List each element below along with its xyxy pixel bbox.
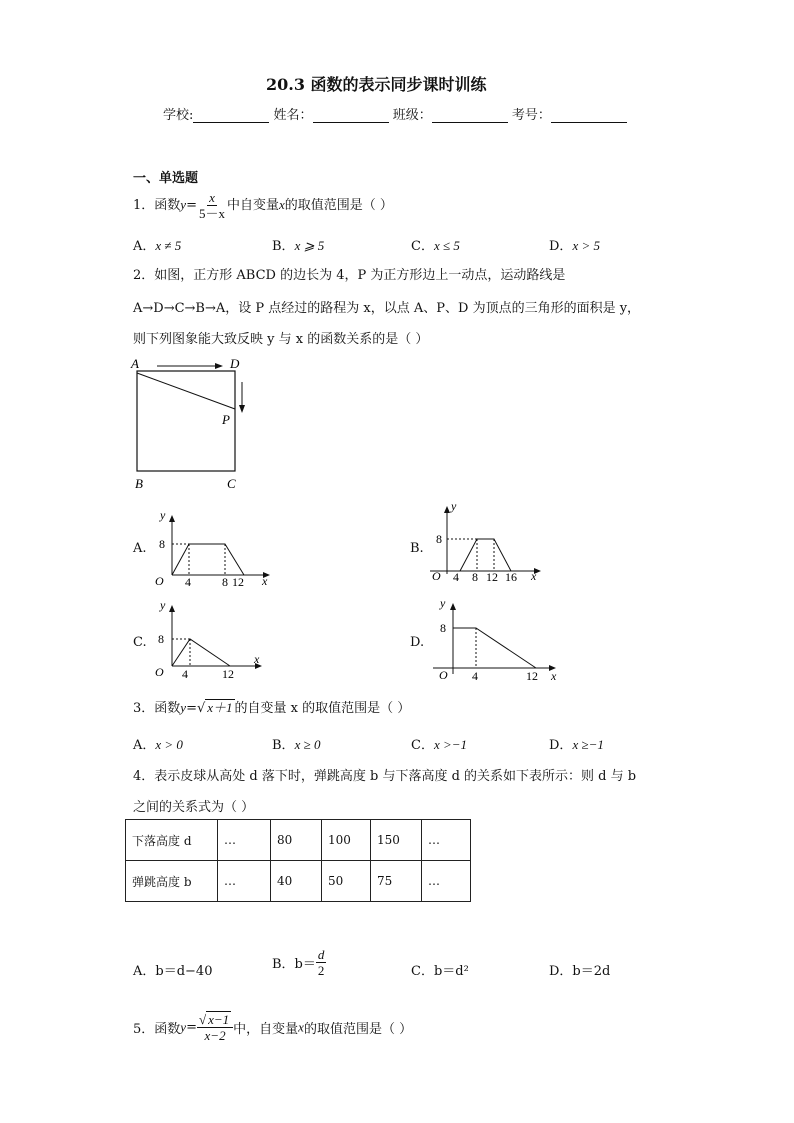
arrow-dc-head xyxy=(239,405,245,413)
q4-line-2: 之间的关系式为（ ） xyxy=(133,800,255,815)
graph-c-y-arrow xyxy=(169,605,175,612)
graph-b-tick-12: 12 xyxy=(486,570,498,584)
section-heading: 一、单选题 xyxy=(133,171,199,186)
q5-y: y xyxy=(180,1019,187,1035)
q2-line-1: 2．如图，正方形 ABCD 的边长为 4，P 为正方形边上一动点，运动路线是 xyxy=(133,268,566,283)
q3-option-b-text: x ≥ 0 xyxy=(294,737,321,752)
q1-prefix: 1．函数 xyxy=(133,198,181,213)
class-label: 班级： xyxy=(392,108,432,123)
q1-option-c-label: C． xyxy=(411,239,434,254)
segment-ap xyxy=(137,373,235,409)
question-3 xyxy=(133,697,410,716)
name-field[interactable] xyxy=(313,108,389,123)
school-field[interactable] xyxy=(193,108,269,123)
q5-eq: = xyxy=(186,1020,197,1035)
q4-option-b-label: B．b＝ xyxy=(272,957,316,972)
graph-a-line xyxy=(172,544,244,575)
table-cell: 40 xyxy=(271,861,322,902)
question-1 xyxy=(133,190,393,221)
table-row xyxy=(126,861,471,902)
graph-b-origin: O xyxy=(432,569,441,583)
graph-c-y-label: y xyxy=(160,598,166,612)
table-cell: 50 xyxy=(322,861,371,902)
q3-option-d-label: D． xyxy=(549,738,573,753)
graph-d-y-arrow xyxy=(450,603,456,610)
q3-option-a-text: x > 0 xyxy=(155,737,183,752)
q2-line-2: A→D→C→B→A，设 P 点经过的路程为 x，以点 A、P、D 为顶点的三角形的面积是 y， xyxy=(133,301,641,316)
graph-a-y-label: y xyxy=(160,508,166,522)
graph-a-tick-y8: 8 xyxy=(159,537,165,551)
graph-c-tick-12: 12 xyxy=(222,667,234,681)
q4-option-b-numerator: d xyxy=(317,947,325,962)
exam-no-field[interactable] xyxy=(551,108,627,123)
table-cell: 80 xyxy=(271,820,322,861)
q1-option-c-text: x ≤ 5 xyxy=(433,238,460,253)
q2-option-b-label[interactable]: B. xyxy=(410,541,424,556)
q1-option-d-label: D． xyxy=(549,239,573,254)
table-cell: 100 xyxy=(322,820,371,861)
table-cell: 下落高度 d xyxy=(126,820,218,861)
q1-option-a-label: A． xyxy=(133,239,156,254)
graph-d-x-label: x xyxy=(551,669,557,683)
q3-radicand: x＋1 xyxy=(207,700,233,715)
q1-x: x xyxy=(279,197,285,212)
graph-b-tick-y8: 8 xyxy=(436,532,442,546)
label-d: D xyxy=(230,356,240,371)
graph-c-line xyxy=(172,639,230,666)
q5-radicand: x−1 xyxy=(208,1012,230,1027)
table-cell: … xyxy=(422,861,471,902)
table-cell: 弹跳高度 b xyxy=(126,861,218,902)
q3-y: y xyxy=(180,700,187,715)
table-cell: … xyxy=(218,820,271,861)
data-table xyxy=(125,819,471,902)
q2-line-3: 则下列图象能大致反映 y 与 x 的函数关系的是（ ） xyxy=(133,332,429,347)
square-figure xyxy=(125,352,265,497)
table-row xyxy=(126,820,471,861)
graph-d-tick-12: 12 xyxy=(526,669,538,683)
graph-c-origin: O xyxy=(155,665,164,679)
q3-option-a[interactable] xyxy=(133,734,183,753)
exam-no-label: 考号： xyxy=(511,108,551,123)
graph-a-y-arrow xyxy=(169,515,175,522)
graph-c-x-label: x xyxy=(254,652,260,666)
graph-b-tick-4: 4 xyxy=(453,570,459,584)
q3-option-c-label: C． xyxy=(411,738,434,753)
q1-numerator: x xyxy=(209,190,215,205)
graph-d-tick-4: 4 xyxy=(472,669,478,683)
graph-d-y-label: y xyxy=(440,596,446,610)
q1-option-b-text: x ⩾ 5 xyxy=(294,238,325,253)
q1-option-c[interactable] xyxy=(411,235,460,254)
graph-d-origin: O xyxy=(439,668,448,682)
square-abcd xyxy=(137,371,235,471)
q5-denominator: x−2 xyxy=(204,1028,226,1043)
q3-option-c-text: x >−1 xyxy=(433,737,468,752)
q1-option-b[interactable] xyxy=(272,235,324,254)
page-title: 20.3 函数的表示同步课时训练 xyxy=(266,75,487,94)
q3-suffix: 的自变量 x 的取值范围是（ ） xyxy=(234,701,411,716)
q4-option-d[interactable]: D．b＝2d xyxy=(549,964,611,979)
q3-prefix: 3．函数 xyxy=(133,701,181,716)
graph-a-tick-12: 12 xyxy=(232,575,244,589)
table-cell: 150 xyxy=(371,820,422,861)
q1-option-b-label: B． xyxy=(272,239,295,254)
graph-a-x-label: x xyxy=(262,574,268,588)
q4-line-1: 4．表示皮球从高处 d 落下时，弹跳高度 b 与下落高度 d 的关系如下表所示：则 d 与 b xyxy=(133,769,637,784)
name-label: 姓名： xyxy=(273,108,313,123)
info-line xyxy=(163,104,627,123)
q1-suffix: 的取值范围是（ ） xyxy=(284,198,393,213)
q5-suffix: 中，自变量 xyxy=(233,1022,299,1037)
q2-option-d-label[interactable]: D. xyxy=(410,635,425,650)
graph-a xyxy=(150,505,280,590)
school-label: 学校: xyxy=(163,108,194,123)
q2-option-c-label[interactable]: C. xyxy=(133,635,147,650)
q5-fraction xyxy=(197,1012,233,1043)
graph-a-tick-8: 8 xyxy=(222,575,228,589)
q1-denominator: 5－x xyxy=(198,206,225,221)
graph-a-tick-4: 4 xyxy=(185,575,191,589)
q3-sqrt-sign: √ xyxy=(196,701,206,716)
table-cell: … xyxy=(218,861,271,902)
graph-b-tick-16: 16 xyxy=(505,570,517,584)
q4-option-c[interactable]: C．b＝d² xyxy=(411,964,469,979)
q4-option-b-denominator: 2 xyxy=(317,963,325,978)
table-cell: … xyxy=(422,820,471,861)
q3-option-a-label: A． xyxy=(133,738,156,753)
q1-y: y xyxy=(180,197,187,212)
label-a: A xyxy=(131,356,139,371)
graph-b-tick-8: 8 xyxy=(472,570,478,584)
graph-b-x-label: x xyxy=(531,569,537,583)
graph-c-tick-4: 4 xyxy=(182,667,188,681)
q5-suffix-2: 的取值范围是（ ） xyxy=(303,1022,413,1037)
q5-sqrt-sign: √ xyxy=(198,1012,207,1027)
q1-option-a[interactable] xyxy=(133,235,181,254)
q4-option-a[interactable]: A．b＝d−40 xyxy=(133,964,213,979)
q5-prefix: 5．函数 xyxy=(133,1022,181,1037)
q1-option-d[interactable] xyxy=(549,235,600,254)
q3-eq: = xyxy=(186,701,197,716)
q1-fraction xyxy=(197,190,227,221)
q3-option-b[interactable] xyxy=(272,734,320,753)
q2-option-a-label[interactable]: A. xyxy=(133,541,147,556)
graph-c xyxy=(150,597,270,682)
graph-d-tick-y8: 8 xyxy=(440,621,446,635)
class-field[interactable] xyxy=(432,108,508,123)
graph-b-y-arrow xyxy=(444,506,450,513)
q4-option-b[interactable] xyxy=(272,947,326,978)
label-p: P xyxy=(222,412,230,427)
graph-b-y-label: y xyxy=(451,499,457,513)
q3-option-d-text: x ≥−1 xyxy=(572,737,604,752)
label-c: C xyxy=(227,476,236,491)
question-5 xyxy=(133,1012,412,1043)
q3-option-d[interactable] xyxy=(549,734,604,753)
graph-c-tick-y8: 8 xyxy=(158,632,164,646)
q5-numerator xyxy=(197,1012,233,1028)
q1-option-d-text: x > 5 xyxy=(572,238,600,253)
graph-b xyxy=(425,498,555,586)
graph-d-line xyxy=(453,628,536,668)
q5-x: x xyxy=(298,1019,304,1035)
graph-d xyxy=(425,595,570,685)
q1-mid: 中自变量 xyxy=(226,198,279,213)
q4-option-b-fraction xyxy=(316,947,327,978)
label-b: B xyxy=(135,476,143,491)
arrow-ad-head xyxy=(215,363,223,369)
q3-option-c[interactable] xyxy=(411,734,467,753)
q1-option-a-text: x ≠ 5 xyxy=(155,238,182,253)
graph-b-line xyxy=(447,539,511,571)
q3-option-b-label: B． xyxy=(272,738,295,753)
q1-eq: = xyxy=(186,198,197,213)
graph-a-origin: O xyxy=(155,574,164,588)
table-cell: 75 xyxy=(371,861,422,902)
